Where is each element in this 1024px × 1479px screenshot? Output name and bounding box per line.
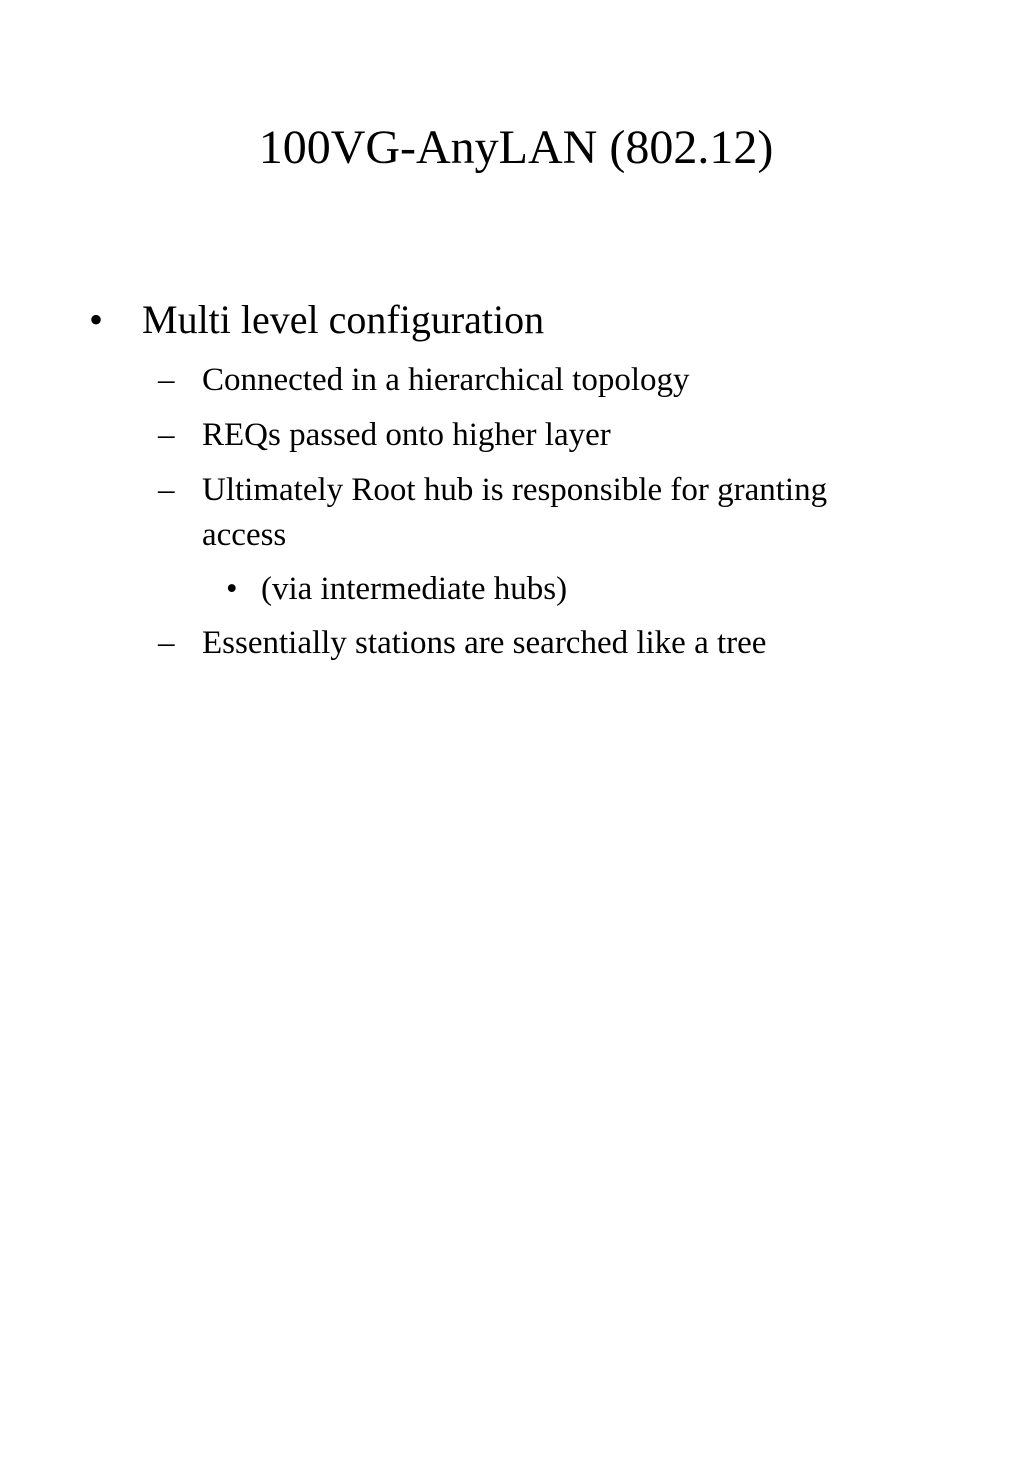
list-item-text-continuation: access [202,517,287,553]
list-item-text: Ultimately Root hub is responsible for granting [202,472,828,508]
bullet-marker: • [226,571,238,607]
dash-marker: – [158,362,175,398]
list-item [0,468,1024,556]
dash-marker: – [158,625,175,661]
list-item [0,567,1024,611]
dash-marker: – [158,472,175,508]
list-item-text: (via intermediate hubs) [261,571,568,607]
slide-title: 100VG-AnyLAN (802.12) [258,121,774,174]
list-item-text: Essentially stations are searched like a tree [202,625,767,661]
list-item-text: REQs passed onto higher layer [202,417,611,453]
list-item [0,358,1024,402]
list-item-text: Multi level configuration [142,297,545,342]
list-item [0,621,1024,665]
list-item [0,296,1024,344]
list-item-text: Connected in a hierarchical topology [202,362,690,398]
dash-marker: – [158,417,175,453]
list-item [0,413,1024,457]
bullet-marker: • [89,297,104,342]
